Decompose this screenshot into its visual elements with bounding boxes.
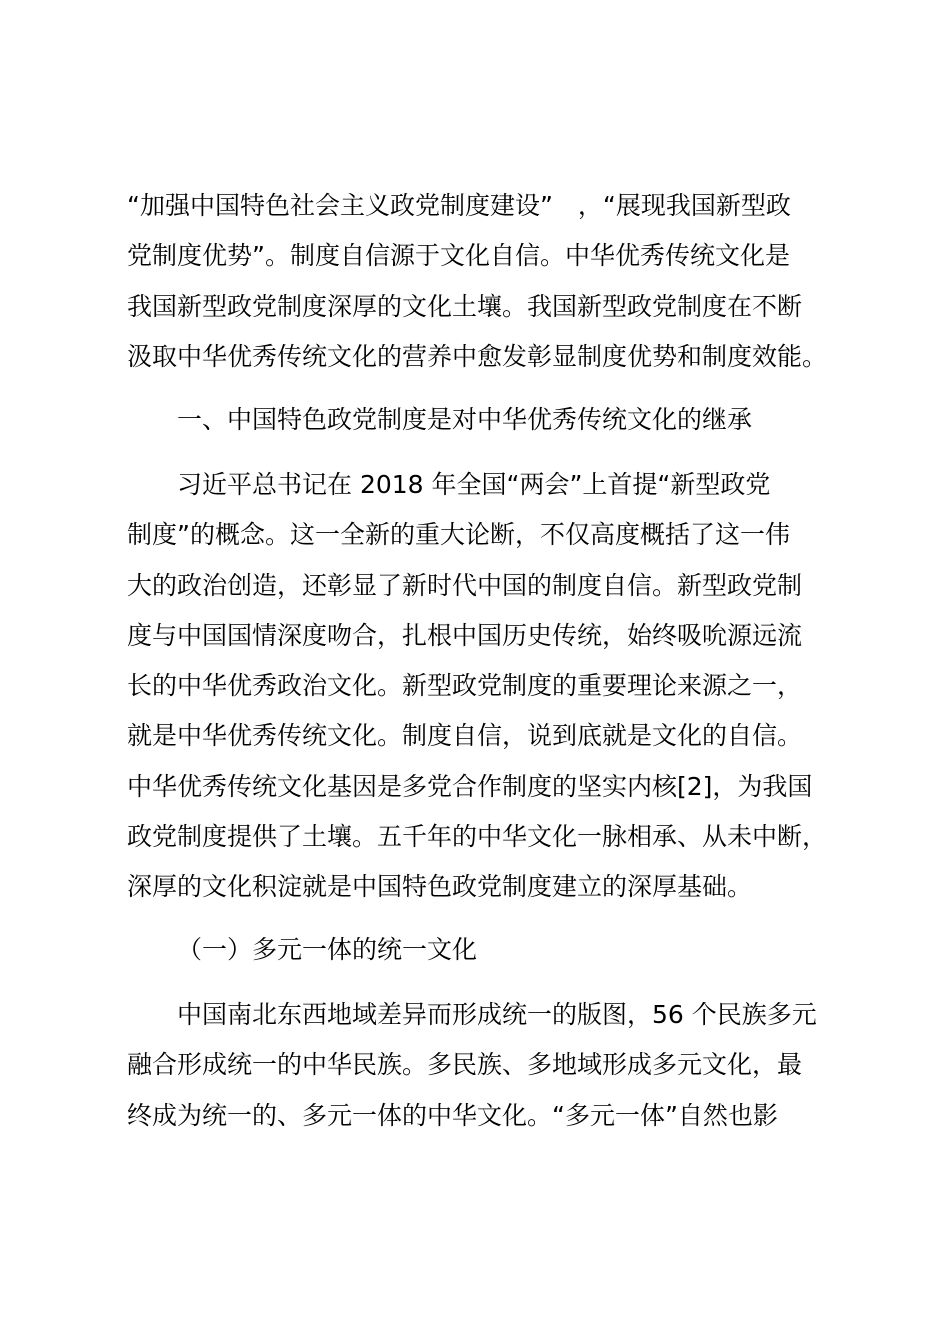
paragraph-line: 党制度优势”。制度自信源于文化自信。中华优秀传统文化是 bbox=[127, 241, 790, 271]
paragraph-line: 就是中华优秀传统文化。制度自信，说到底就是文化的自信。 bbox=[127, 721, 803, 751]
paragraph-line: 我国新型政党制度深厚的文化土壤。我国新型政党制度在不断 bbox=[127, 291, 803, 321]
paragraph-line: “加强中国特色社会主义政党制度建设” ，“展现我国新型政 bbox=[127, 191, 791, 220]
paragraph-line: 终成为统一的、多元一体的中华文化。“多元一体”自然也影 bbox=[127, 1100, 778, 1130]
paragraph-line: 制度”的概念。这一全新的重大论断，不仅高度概括了这一伟 bbox=[127, 520, 790, 550]
paragraph-line: 度与中国国情深度吻合，扎根中国历史传统，始终吸吮源远流 bbox=[127, 620, 803, 650]
paragraph-intro bbox=[127, 181, 837, 382]
paragraph-line: 习近平总书记在 2018 年全国“两会”上首提“新型政党 bbox=[177, 470, 771, 499]
paragraph-line: 融合形成统一的中华民族。多民族、多地域形成多元文化，最 bbox=[127, 1050, 803, 1080]
paragraph-section-2 bbox=[127, 990, 837, 1141]
paragraph-line: 政党制度提供了土壤。五千年的中华文化一脉相承、从未中断， bbox=[127, 822, 828, 852]
paragraph-section-1 bbox=[127, 460, 837, 913]
section-heading-1: 一、中国特色政党制度是对中华优秀传统文化的继承 bbox=[177, 405, 753, 434]
paragraph-line: 汲取中华优秀传统文化的营养中愈发彰显制度优势和制度效能。 bbox=[127, 341, 828, 371]
paragraph-line: 长的中华优秀政治文化。新型政党制度的重要理论来源之一， bbox=[127, 671, 803, 701]
paragraph-line: 大的政治创造，还彰显了新时代中国的制度自信。新型政党制 bbox=[127, 570, 803, 600]
paragraph-line: 中华优秀传统文化基因是多党合作制度的坚实内核[2]，为我国 bbox=[127, 771, 813, 801]
section-heading-2: （一）多元一体的统一文化 bbox=[177, 935, 478, 964]
paragraph-line: 深厚的文化积淀就是中国特色政党制度建立的深厚基础。 bbox=[127, 872, 753, 902]
paragraph-line: 中国南北东西地域差异而形成统一的版图，56 个民族多元 bbox=[177, 1000, 817, 1029]
